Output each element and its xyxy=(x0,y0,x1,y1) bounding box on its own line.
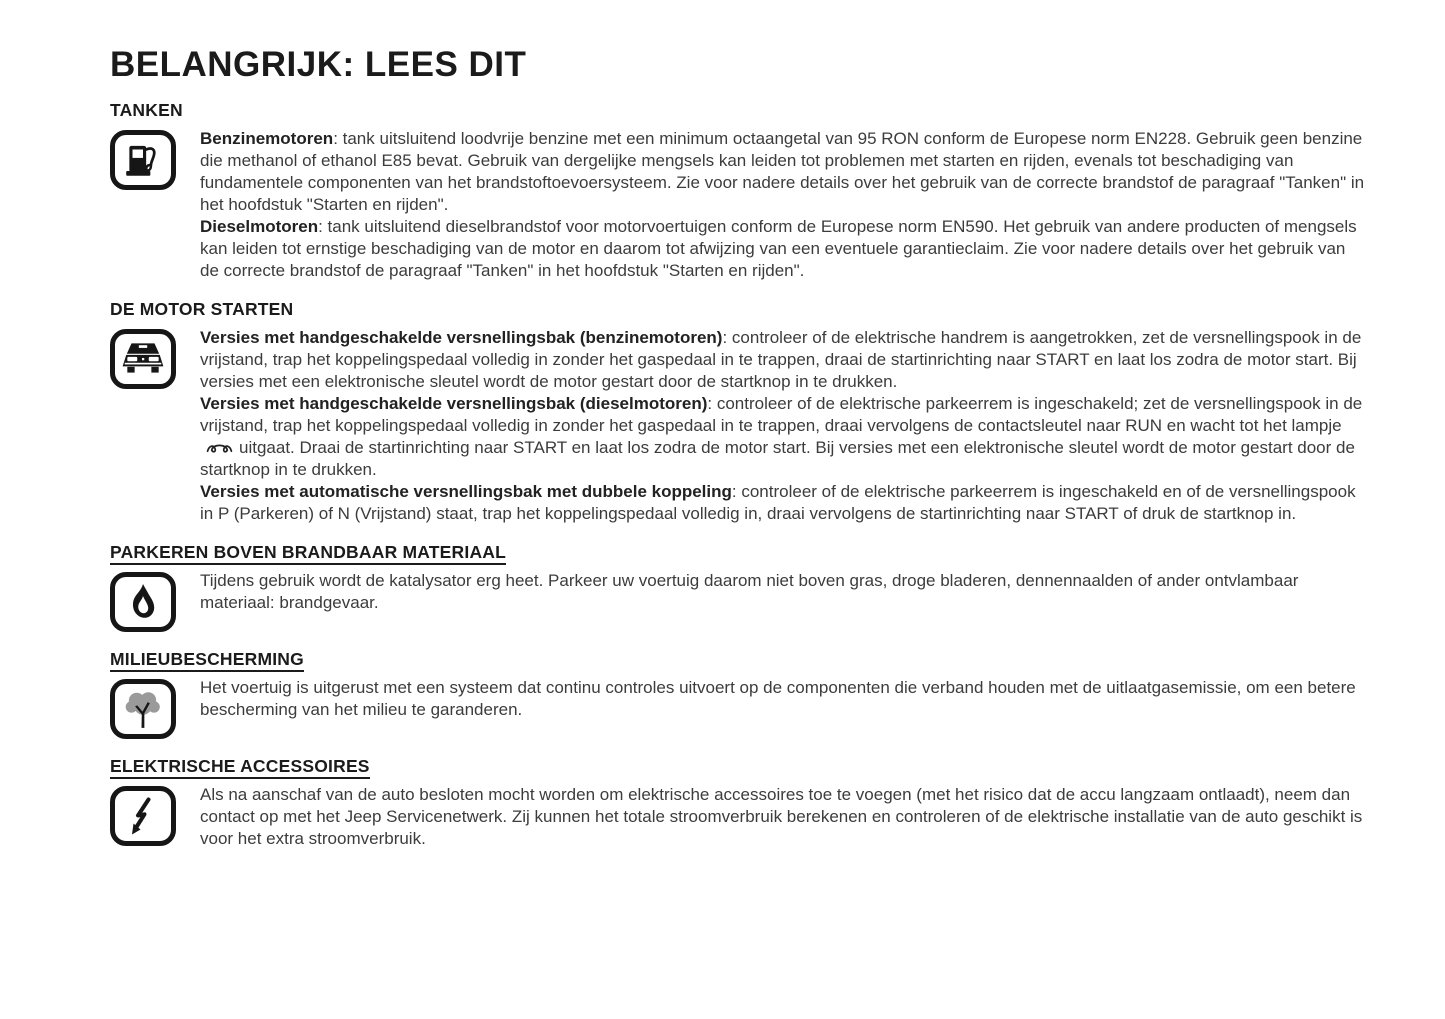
section-heading-milieu: MILIEUBESCHERMING xyxy=(110,649,1367,669)
section-body-tanken xyxy=(200,128,1367,282)
section-body-milieu xyxy=(200,677,1367,739)
section-heading-motor-starten: DE MOTOR STARTEN xyxy=(110,299,294,319)
paragraph-accessoires: Als na aanschaf van de auto besloten mocht worden om elektrische accessoires toe te voegen (met het risico dat de accu langzaam ontlaadt), neem dan contact op met het Jeep Servicenetwerk. Zij kunnen het totale stroomverbruik berekenen en controleren of de elektrische installatie van de auto geschikt is voor het extra stroomverbruik. xyxy=(200,785,1363,848)
page-title: BELANGRIJK: LEES DIT xyxy=(110,45,527,84)
paragraph-automatisch-dubbele-koppeling: Versies met automatische versnellingsbak met dubbele koppeling: controleer of de elektrische parkeerrem is ingeschakeld en of de versnellingspook in P (Parkeren) of N (Vrijstand) staat, trap het koppelingspedaal volledig in, draai vervolgens de startinrichting naar START of druk de startknop in. xyxy=(200,482,1356,523)
paragraph-benzinemotoren: Benzinemotoren: tank uitsluitend loodvrije benzine met een minimum octaangetal van 95 RON conform de Europese norm EN228. Gebruik geen benzine die methanol of ethanol E85 bevat. Gebruik van dergelijke mengsels kan leiden tot problemen met starten en rijden, evenals tot beschadiging van fundamentele componenten van het brandstoftoevoersysteem. Zie voor nadere details over het gebruik van de correcte brandstof de paragraaf "Tanken" in het hoofdstuk "Starten en rijden". xyxy=(200,129,1365,214)
section-body-motor-starten xyxy=(200,327,1367,525)
paragraph-handgeschakeld-benzine: Versies met handgeschakelde versnellingsbak (benzinemotoren): controleer of de elektrische handrem is aangetrokken, zet de versnellingspook in de vrijstand, trap het koppelingspedaal volledig in zonder het gaspedaal in te trappen, draai de startinrichting naar START en laat los zodra de motor start. Bij versies met een elektronische sleutel wordt de motor gestart door de startknop in te drukken. xyxy=(200,328,1362,391)
car-front-icon xyxy=(110,329,176,389)
section-motor-starten xyxy=(110,299,1367,525)
paragraph-handgeschakeld-diesel: Versies met handgeschakelde versnellingsbak (dieselmotoren): controleer of de elektrische parkeerrem is ingeschakeld; zet de versnellingspook in de vrijstand, trap het koppelingspedaal volledig in zonder het gaspedaal in te trappen, draai vervolgens de contactsleutel naar RUN en wacht tot het lampjeuitgaat. Draai de startinrichting naar START en laat los zodra de motor start. Bij versies met een elektronische sleutel wordt de motor gestart door de startknop in te drukken. xyxy=(200,394,1363,479)
paragraph-milieu: Het voertuig is uitgerust met een systeem dat continu controles uitvoert op de componenten die verband houden met de uitlaatgasemissie, om een betere bescherming van het milieu te garanderen. xyxy=(200,678,1356,719)
section-heading-tanken: TANKEN xyxy=(110,100,183,120)
paragraph-parkeren: Tijdens gebruik wordt de katalysator erg heet. Parkeer uw voertuig daarom niet boven gras, droge bladeren, dennennaalden of ander ontvlambaar materiaal: brandgevaar. xyxy=(200,571,1299,612)
flame-icon xyxy=(110,572,176,632)
section-heading-parkeren: PARKEREN BOVEN BRANDBAAR MATERIAAL xyxy=(110,542,1367,562)
section-parkeren-brandbaar xyxy=(110,542,1367,632)
paragraph-dieselmotoren: Dieselmotoren: tank uitsluitend dieselbrandstof voor motorvoertuigen conform de Europese norm EN590. Het gebruik van andere producten of mengsels kan leiden tot ernstige beschadiging van de motor en daarom tot afwijzing van een eventuele garantieclaim. Zie voor nadere details over het gebruik van de correcte brandstof de paragraaf "Tanken" in het hoofdstuk "Starten en rijden". xyxy=(200,217,1357,280)
section-body-accessoires xyxy=(200,784,1367,850)
fuel-pump-icon xyxy=(110,130,176,190)
tree-icon xyxy=(110,679,176,739)
section-heading-accessoires: ELEKTRISCHE ACCESSOIRES xyxy=(110,756,1367,776)
glow-plug-indicator-icon xyxy=(206,441,233,455)
section-tanken xyxy=(110,100,1367,282)
lightning-bolt-icon xyxy=(110,786,176,846)
section-milieubescherming xyxy=(110,649,1367,739)
section-elektrische-accessoires xyxy=(110,756,1367,850)
section-body-parkeren xyxy=(200,570,1367,632)
